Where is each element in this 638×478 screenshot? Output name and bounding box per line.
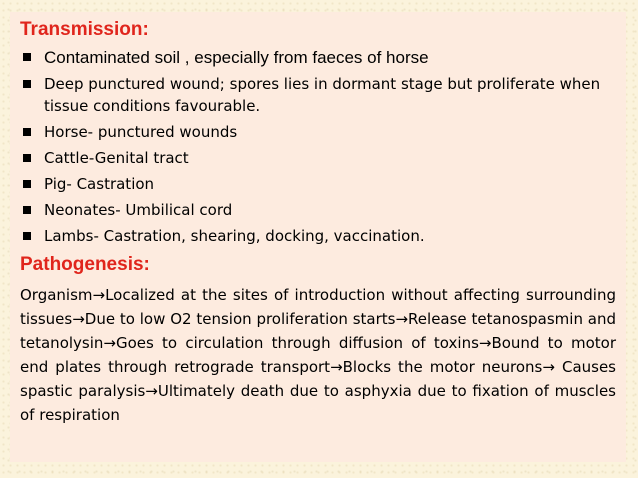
list-item [20,147,618,169]
square-bullet-icon [23,154,31,162]
square-bullet-icon [23,232,31,240]
list-item [20,199,618,221]
transmission-list [20,46,618,247]
pathogenesis-text: Organism→Localized at the sites of introduction without affecting surrounding tissues→Due to low O2 tension proliferation starts→Release tetanospasmin and tetanolysin→Goes to circulation through diffusion of toxins→Bound to motor end plates through retrograde transport→Blocks the motor neurons→ Causes spastic paralysis→Ultimately death due to asphyxia due to fixation of muscles of respiration [20,286,616,424]
content-panel [10,12,626,462]
pathogenesis-heading: Pathogenesis: [20,254,150,275]
list-item [20,73,618,117]
square-bullet-icon [23,206,31,214]
list-item [20,121,618,143]
list-item-text: Horse- punctured wounds [44,123,238,141]
list-item-text: Contaminated soil , especially from faeces of horse [44,48,429,67]
list-item [20,225,618,247]
transmission-heading: Transmission: [20,19,149,40]
square-bullet-icon [23,180,31,188]
square-bullet-icon [23,53,31,61]
list-item-text: Cattle-Genital tract [44,149,189,167]
list-item-text: Lambs- Castration, shearing, docking, vaccination. [44,227,425,245]
list-item [20,173,618,195]
list-item-text: Neonates- Umbilical cord [44,201,233,219]
square-bullet-icon [23,80,31,88]
list-item-text: Deep punctured wound; spores lies in dormant stage but proliferate when tissue conditions favourable. [44,75,601,115]
list-item [20,46,618,69]
list-item-text: Pig- Castration [44,175,155,193]
square-bullet-icon [23,128,31,136]
